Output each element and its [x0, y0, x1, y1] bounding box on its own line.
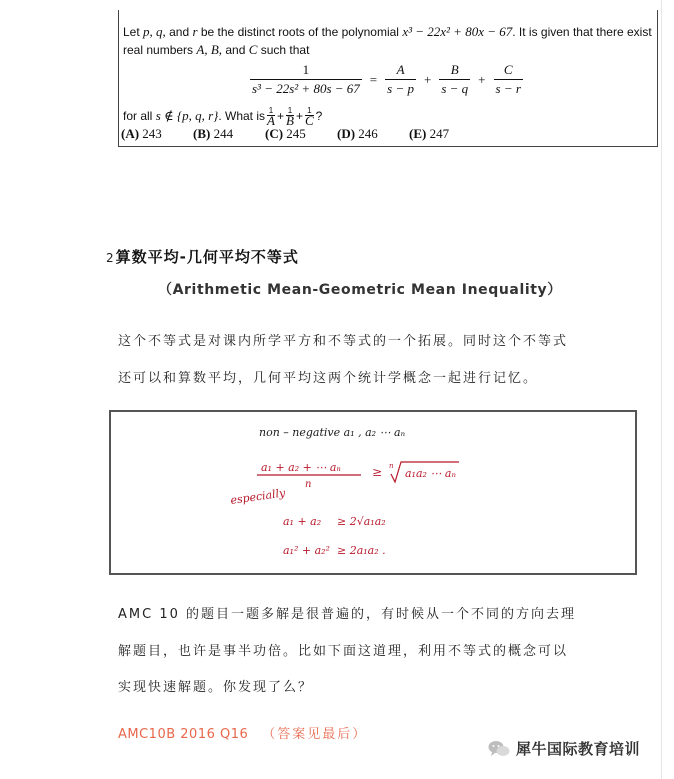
hw-line4-lhs: a₁² + a₂²: [283, 544, 330, 557]
text: and: [165, 25, 193, 39]
answer-choices: [121, 126, 481, 142]
math-var: r: [192, 24, 198, 39]
paragraph-line: 实现快速解题。你发现了么？: [118, 680, 314, 695]
choice-letter: (A): [121, 126, 140, 141]
choice-letter: (C): [265, 126, 284, 141]
hw-am-numerator: a₁ + a₂ + ⋯ aₙ: [261, 461, 341, 474]
text: and: [222, 43, 249, 57]
choice-e: [409, 126, 481, 142]
math-vars: p, q,: [143, 24, 166, 39]
reference-note: （答案见最后）: [262, 727, 368, 742]
denominator: A: [267, 113, 275, 128]
choice-a: [121, 126, 193, 142]
hw-am-denominator: n: [305, 479, 312, 490]
handwritten-note-box: [109, 410, 637, 575]
problem-reference: [118, 723, 367, 742]
denominator: B: [285, 113, 294, 128]
text: . It is given that there exist: [512, 25, 652, 39]
choice-d: [337, 126, 409, 142]
denominator: s − q: [441, 81, 469, 96]
paragraph-line: 还可以和算数平均，几何平均这两个统计学概念一起进行记忆。: [118, 371, 539, 386]
numerator: C: [503, 62, 513, 77]
page-edge: [661, 0, 662, 779]
hw-geq-sign: ≥: [372, 465, 383, 479]
numerator: A: [396, 62, 405, 77]
denominator: s³ − 22s² + 80s − 67: [252, 81, 360, 96]
choice-value: 245: [286, 126, 306, 141]
choice-b: [193, 126, 265, 142]
equals-sign: =: [369, 71, 378, 87]
hw-line-nonnegative: non – negative a₁ , a₂ ⋯ aₙ: [259, 426, 406, 439]
problem-line-4: [123, 106, 323, 128]
choice-c: [265, 126, 337, 142]
plus-sign: +: [276, 108, 284, 123]
numerator: 1: [307, 106, 312, 115]
choice-value: 244: [213, 126, 234, 141]
hw-line4-rhs: ≥ 2a₁a₂ .: [337, 544, 386, 557]
denominator: s − p: [387, 81, 414, 96]
numerator: 1: [302, 62, 310, 77]
partial-fraction-equation: [247, 62, 526, 97]
section-title: 算数平均-几何平均不等式: [115, 248, 299, 266]
numerator: B: [450, 62, 459, 77]
paragraph-line: 解题目，也许是事半功倍。比如下面这道理，利用不等式的概念可以: [118, 644, 569, 659]
problem-line-2: [123, 42, 309, 58]
problem-line-1: [123, 24, 652, 40]
text: . What is: [218, 108, 266, 123]
text: such that: [257, 43, 310, 57]
term-c: [494, 62, 523, 97]
math-vars: A, B,: [196, 42, 223, 57]
choice-letter: (D): [337, 126, 356, 141]
section-number: 2: [106, 251, 114, 265]
paragraph-line: 这个不等式是对课内所学平方和不等式的一个拓展。同时这个不等式: [118, 334, 569, 349]
plus-sign: +: [423, 71, 432, 87]
plus-sign: +: [478, 71, 486, 87]
wechat-icon: [488, 740, 510, 758]
text: be the distinct roots of the polynomial: [197, 25, 403, 39]
choice-value: 243: [142, 126, 162, 141]
denominator: s − r: [495, 81, 521, 96]
watermark: [488, 738, 640, 759]
paragraph-line: AMC 10 的题目一题多解是很普遍的，有时候从一个不同的方向去理: [118, 607, 576, 622]
section-heading: [106, 246, 299, 267]
math-var: C: [248, 42, 258, 57]
small-fraction: [285, 106, 294, 128]
watermark-text: 犀牛国际教育培训: [516, 740, 641, 758]
hw-gm-radicand: a₁a₂ ⋯ aₙ: [405, 467, 456, 480]
term-a: [385, 62, 416, 97]
numerator: 1: [268, 106, 274, 115]
text: real numbers: [123, 43, 197, 57]
reference-label: AMC10B 2016 Q16: [118, 727, 249, 742]
set-notation: s ∉ {p, q, r}: [155, 107, 219, 123]
small-fraction: [267, 106, 275, 128]
choice-letter: (E): [409, 126, 427, 141]
numerator: 1: [287, 106, 293, 115]
term-b: [439, 62, 470, 97]
problem-box: [118, 10, 658, 147]
denominator: C: [304, 113, 314, 128]
hw-root-index: n: [389, 462, 394, 470]
hw-line3-lhs: a₁ + a₂: [283, 515, 322, 528]
polynomial: x³ − 22x² + 80x − 67: [402, 24, 513, 39]
small-fraction: [304, 106, 314, 128]
choice-value: 246: [358, 126, 378, 141]
text: for all: [123, 108, 153, 123]
choice-letter: (B): [193, 126, 211, 141]
plus-sign: +: [295, 108, 303, 123]
choice-value: 247: [429, 126, 450, 141]
text: Let: [123, 25, 144, 39]
hw-especially: especially: [229, 486, 287, 507]
section-subtitle: （Arithmetic Mean-Geometric Mean Inequality）: [158, 282, 562, 298]
handwriting-canvas: [111, 412, 635, 573]
hw-line3-rhs: ≥ 2√a₁a₂: [337, 515, 386, 528]
text: ?: [315, 108, 323, 123]
lhs-fraction: [250, 62, 362, 97]
